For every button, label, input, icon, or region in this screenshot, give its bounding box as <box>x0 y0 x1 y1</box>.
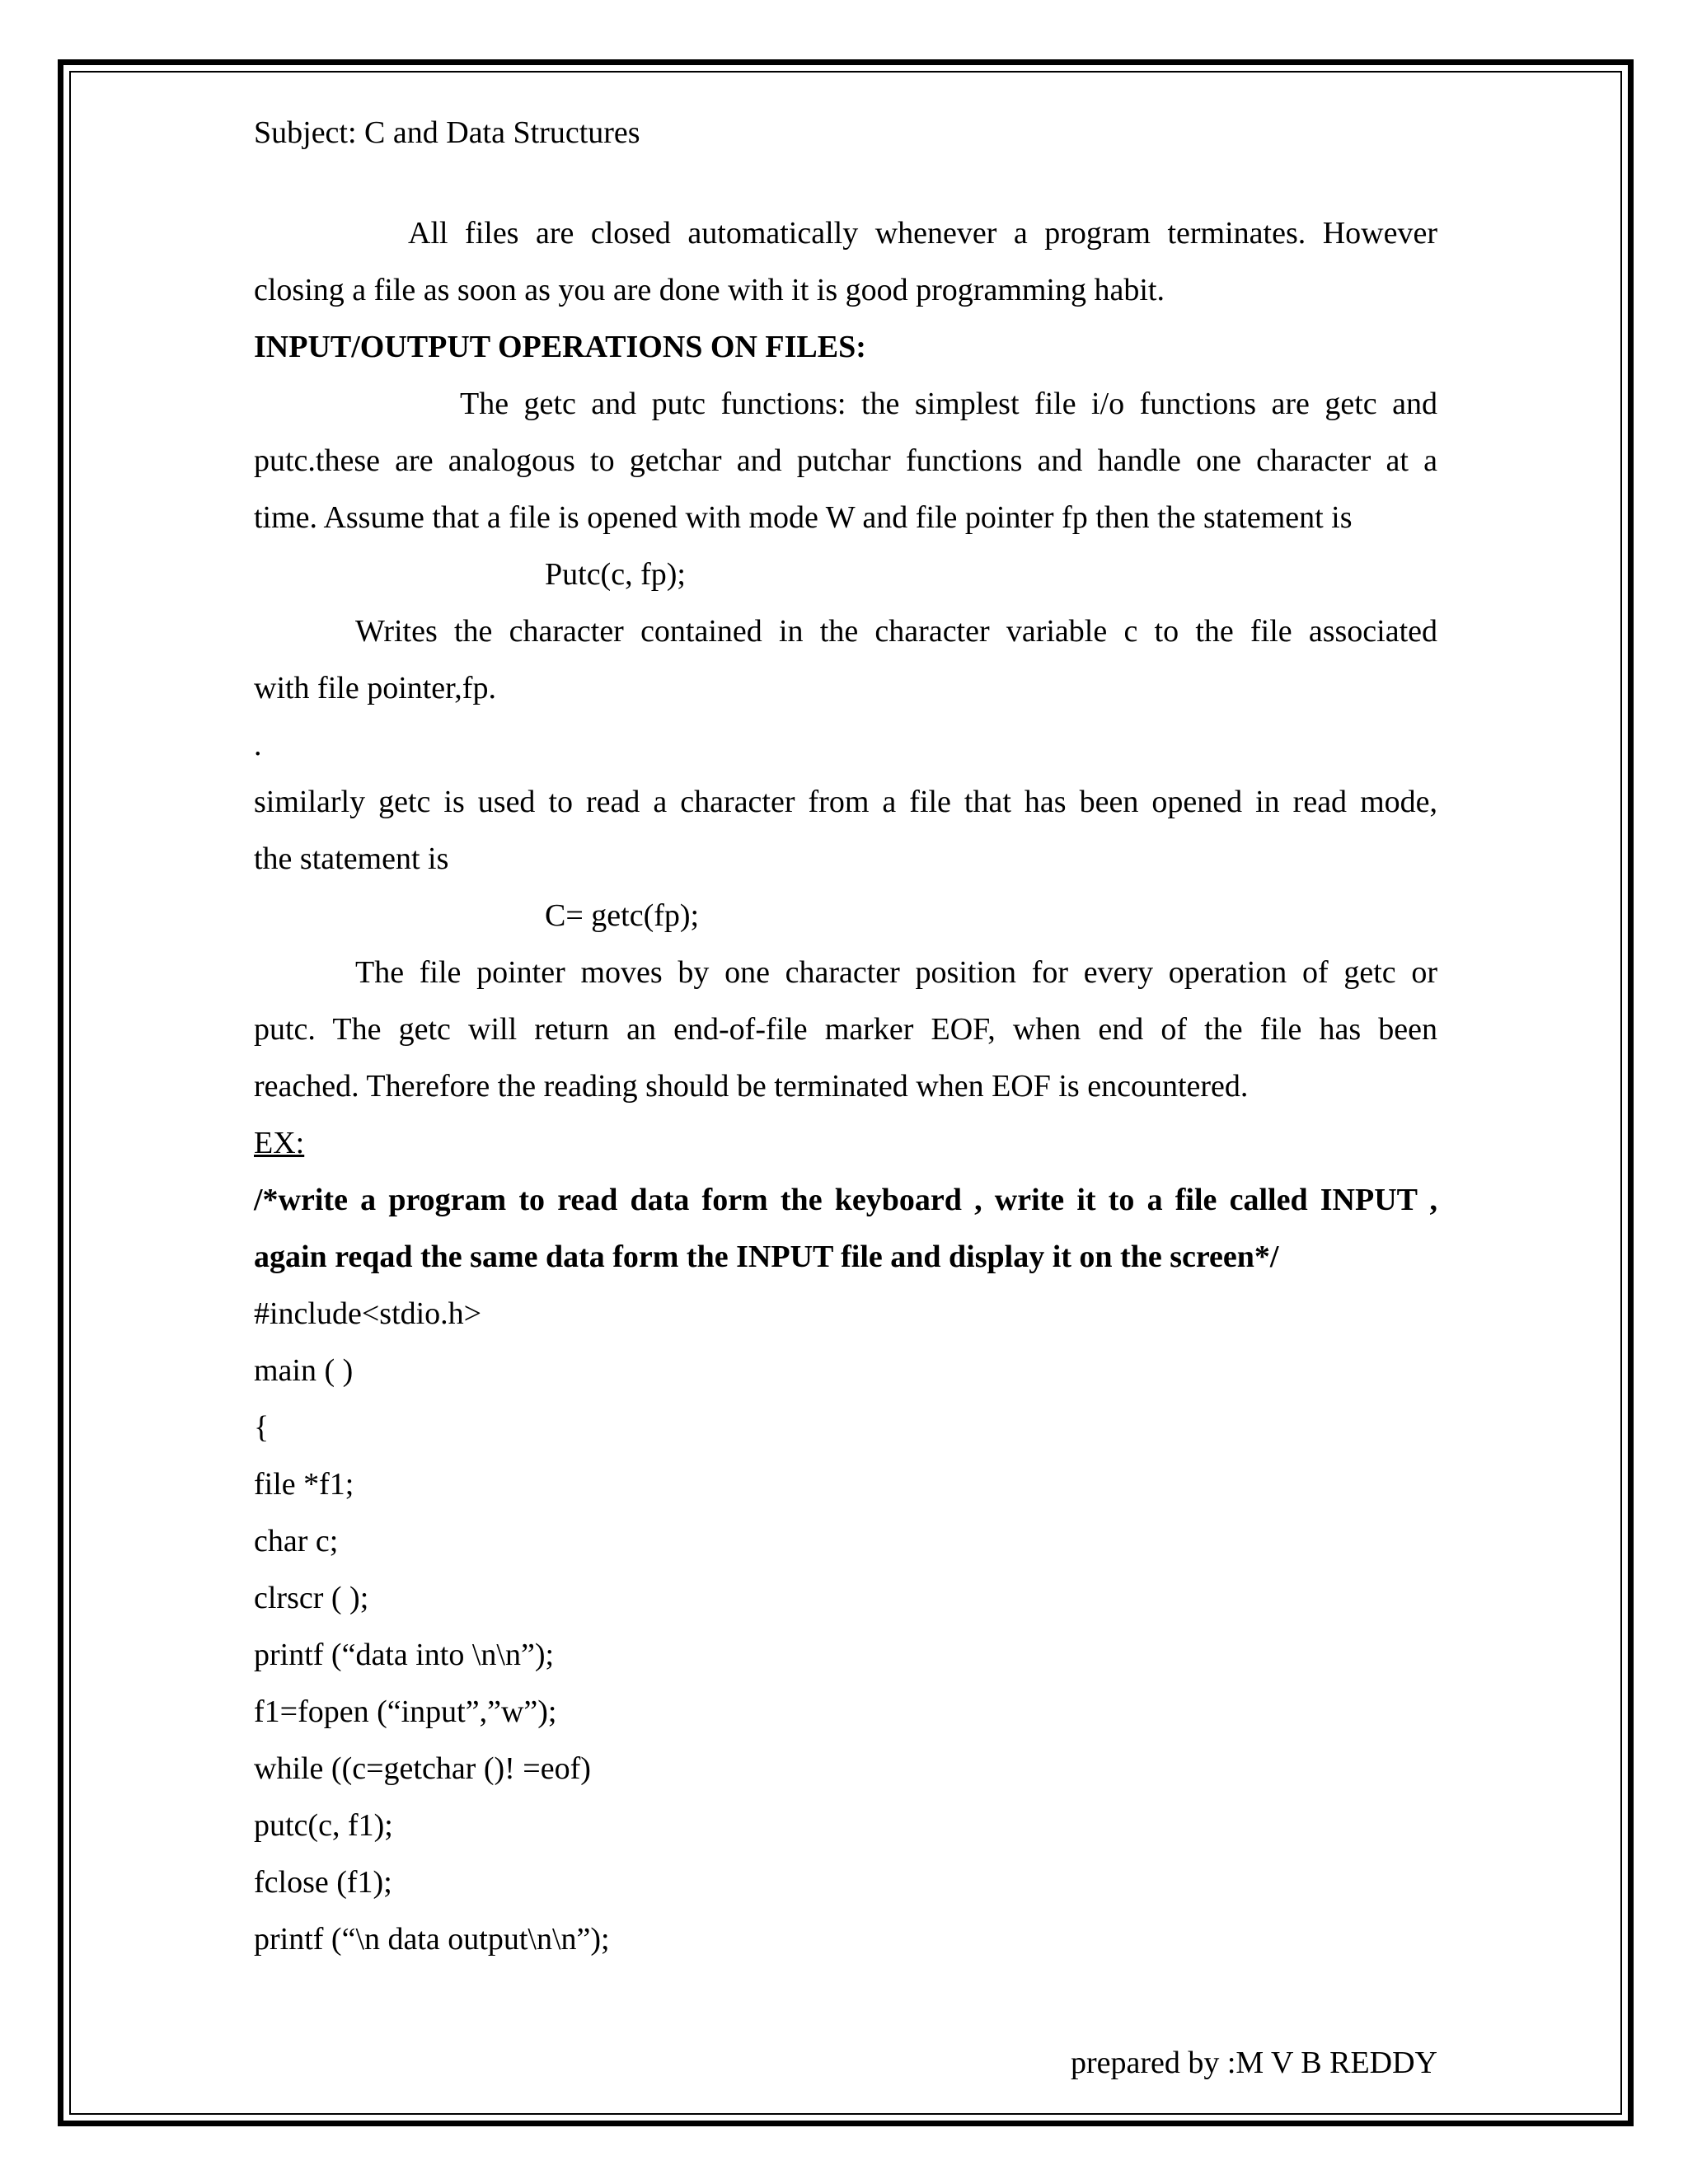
paragraph-line: similarly getc is used to read a character from a file that has been opened in read mode, <box>254 785 1437 819</box>
code-statement-getc: C= getc(fp); <box>545 898 700 933</box>
code-line: clrscr ( ); <box>254 1581 369 1615</box>
code-statement-putc: Putc(c, fp); <box>545 557 686 592</box>
paragraph-line: All files are closed automatically whenever a program terminates. However <box>408 216 1437 251</box>
code-line: printf (“data into \n\n”); <box>254 1638 555 1672</box>
stray-dot: . <box>254 728 262 762</box>
paragraph-line: putc. The getc will return an end-of-file marker EOF, when end of the file has been <box>254 1012 1437 1047</box>
prepared-by-footer: prepared by :M V B REDDY <box>1070 2046 1437 2080</box>
paragraph-line: Writes the character contained in the character variable c to the file associated <box>355 614 1437 649</box>
code-line: { <box>254 1410 270 1445</box>
code-line: fclose (f1); <box>254 1865 392 1900</box>
code-line: f1=fopen (“input”,”w”); <box>254 1694 557 1729</box>
paragraph-line: putc.these are analogous to getchar and putchar functions and handle one character at a <box>254 443 1437 478</box>
program-comment-line: /*write a program to read data form the keyboard , write it to a file called INPUT , <box>254 1183 1437 1217</box>
paragraph-line: The file pointer moves by one character position for every operation of getc or <box>355 955 1437 990</box>
paragraph-line: The getc and putc functions: the simplest file i/o functions are getc and <box>460 387 1437 421</box>
code-line: #include<stdio.h> <box>254 1296 482 1331</box>
subject-header: Subject: C and Data Structures <box>254 115 640 150</box>
code-line: printf (“\n data output\n\n”); <box>254 1922 610 1957</box>
program-comment-line: again reqad the same data form the INPUT file and display it on the screen*/ <box>254 1240 1279 1274</box>
example-label: EX: <box>254 1126 305 1160</box>
paragraph-line: the statement is <box>254 841 449 876</box>
paragraph-line: with file pointer,fp. <box>254 671 496 705</box>
code-line: file *f1; <box>254 1467 354 1502</box>
section-heading: INPUT/OUTPUT OPERATIONS ON FILES: <box>254 330 866 364</box>
code-line: char c; <box>254 1524 339 1558</box>
code-line: while ((c=getchar ()! =eof) <box>254 1751 591 1786</box>
document-body <box>254 105 1437 1968</box>
paragraph-line: reached. Therefore the reading should be terminated when EOF is encountered. <box>254 1069 1249 1104</box>
code-line: putc(c, f1); <box>254 1808 393 1843</box>
paragraph-line: closing a file as soon as you are done with it is good programming habit. <box>254 273 1165 307</box>
paragraph-line: time. Assume that a file is opened with mode W and file pointer fp then the statement is <box>254 500 1353 535</box>
code-line: main ( ) <box>254 1353 354 1388</box>
